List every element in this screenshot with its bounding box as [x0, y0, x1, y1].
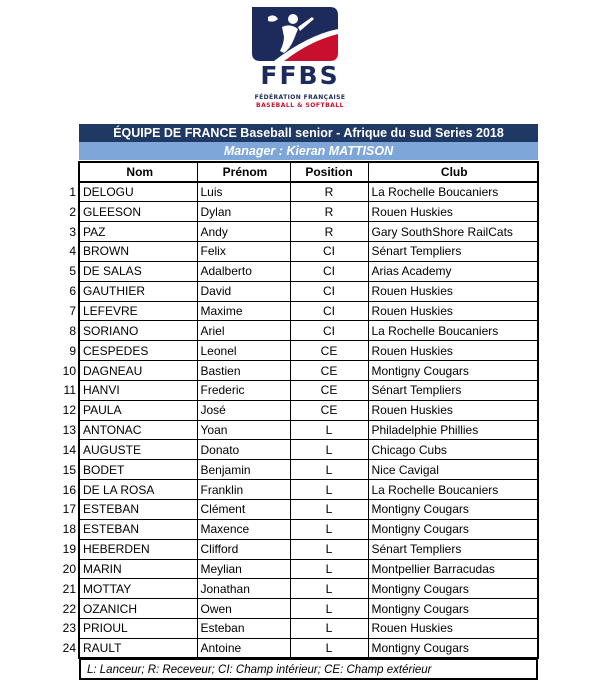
roster-title: ÉQUIPE DE FRANCE Baseball senior - Afrique du sud Series 2018: [79, 124, 538, 142]
player-position: L: [290, 440, 368, 460]
player-number: 16: [62, 482, 76, 497]
player-club: Rouen Huskies: [368, 341, 538, 361]
table-row: [55, 500, 538, 520]
player-position: L: [290, 619, 368, 639]
table-row: [55, 222, 538, 242]
player-last-name: AUGUSTE: [79, 440, 197, 460]
player-last-name: CESPEDES: [79, 341, 197, 361]
header-number: [55, 162, 79, 182]
table-row: [55, 539, 538, 559]
player-club: Rouen Huskies: [368, 301, 538, 321]
player-last-name: PRIOUL: [79, 619, 197, 639]
player-last-name: SORIANO: [79, 321, 197, 341]
player-position: CI: [290, 301, 368, 321]
player-number: 7: [69, 303, 76, 318]
player-first-name: Leonel: [197, 341, 290, 361]
player-number: 20: [62, 561, 76, 576]
player-position: L: [290, 480, 368, 500]
player-first-name: Adalberto: [197, 261, 290, 281]
player-position: L: [290, 420, 368, 440]
player-club: La Rochelle Boucaniers: [368, 321, 538, 341]
player-last-name: BROWN: [79, 242, 197, 262]
player-position: CI: [290, 321, 368, 341]
table-row: [55, 638, 538, 658]
player-club: Montpellier Barracudas: [368, 559, 538, 579]
player-position: L: [290, 559, 368, 579]
player-number: 23: [62, 621, 76, 636]
player-first-name: Ariel: [197, 321, 290, 341]
header-position: Position: [290, 162, 368, 182]
player-first-name: José: [197, 400, 290, 420]
player-club: Montigny Cougars: [368, 361, 538, 381]
player-first-name: Esteban: [197, 619, 290, 639]
player-last-name: DAGNEAU: [79, 361, 197, 381]
player-first-name: Yoan: [197, 420, 290, 440]
table-row: [55, 261, 538, 281]
table-header-row: [55, 162, 538, 182]
player-position: CI: [290, 261, 368, 281]
table-row: [55, 420, 538, 440]
ffbs-emblem-icon: [238, 5, 362, 63]
player-last-name: PAZ: [79, 222, 197, 242]
player-number: 10: [62, 363, 76, 378]
player-first-name: Bastien: [197, 361, 290, 381]
player-last-name: DE LA ROSA: [79, 480, 197, 500]
player-first-name: Maxence: [197, 519, 290, 539]
player-last-name: DE SALAS: [79, 261, 197, 281]
player-number: 15: [62, 462, 76, 477]
table-row: [55, 480, 538, 500]
table-row: [55, 242, 538, 262]
table-row: [55, 460, 538, 480]
player-first-name: Clifford: [197, 539, 290, 559]
player-number: 21: [62, 581, 76, 596]
player-club: Montigny Cougars: [368, 519, 538, 539]
table-row: [55, 182, 538, 202]
player-number: 24: [62, 641, 76, 656]
player-last-name: HANVI: [79, 380, 197, 400]
player-last-name: RAULT: [79, 638, 197, 658]
player-last-name: PAULA: [79, 400, 197, 420]
player-last-name: GLEESON: [79, 202, 197, 222]
logo-wordmark: FFBS: [260, 61, 340, 90]
player-number: 2: [69, 204, 76, 219]
player-position: L: [290, 500, 368, 520]
player-last-name: ESTEBAN: [79, 519, 197, 539]
player-club: Sénart Templiers: [368, 539, 538, 559]
player-last-name: LEFEVRE: [79, 301, 197, 321]
player-number: 4: [69, 244, 76, 259]
player-club: La Rochelle Boucaniers: [368, 480, 538, 500]
player-position: R: [290, 222, 368, 242]
player-position: CI: [290, 281, 368, 301]
player-club: Montigny Cougars: [368, 500, 538, 520]
player-first-name: Clément: [197, 500, 290, 520]
table-row: [55, 380, 538, 400]
player-last-name: MOTTAY: [79, 579, 197, 599]
player-first-name: Meylian: [197, 559, 290, 579]
table-row: [55, 619, 538, 639]
player-number: 1: [69, 184, 76, 199]
player-last-name: GAUTHIER: [79, 281, 197, 301]
player-number: 5: [69, 264, 76, 279]
player-last-name: ANTONAC: [79, 420, 197, 440]
player-position: L: [290, 579, 368, 599]
player-number: 12: [62, 403, 76, 418]
header-nom: Nom: [79, 162, 197, 182]
logo-subtitle-federation: FÉDÉRATION FRANÇAISE: [254, 94, 346, 101]
player-number: 17: [62, 502, 76, 517]
player-first-name: Andy: [197, 222, 290, 242]
player-club: Gary SouthShore RailCats: [368, 222, 538, 242]
player-last-name: ESTEBAN: [79, 500, 197, 520]
player-first-name: Frederic: [197, 380, 290, 400]
player-position: L: [290, 519, 368, 539]
player-number: 11: [63, 383, 76, 398]
table-row: [55, 519, 538, 539]
player-first-name: Antoine: [197, 638, 290, 658]
roster-table: [55, 161, 539, 659]
player-position: L: [290, 460, 368, 480]
player-position: R: [290, 182, 368, 202]
player-club: Sénart Templiers: [368, 380, 538, 400]
player-number: 19: [62, 542, 76, 557]
player-position: CE: [290, 380, 368, 400]
player-club: Montigny Cougars: [368, 599, 538, 619]
player-first-name: David: [197, 281, 290, 301]
table-row: [55, 559, 538, 579]
logo-subtitle-sport: BASEBALL & SOFTBALL: [256, 102, 344, 109]
manager-line: Manager : Kieran MATTISON: [79, 142, 538, 160]
player-club: La Rochelle Boucaniers: [368, 182, 538, 202]
player-number: 13: [62, 423, 76, 438]
table-row: [55, 202, 538, 222]
table-row: [55, 341, 538, 361]
table-row: [55, 301, 538, 321]
player-number: 8: [69, 323, 76, 338]
player-number: 18: [62, 522, 76, 537]
player-club: Montigny Cougars: [368, 579, 538, 599]
player-position: CI: [290, 242, 368, 262]
ffbs-logo: [238, 5, 362, 115]
player-club: Rouen Huskies: [368, 400, 538, 420]
player-position: L: [290, 638, 368, 658]
player-first-name: Maxime: [197, 301, 290, 321]
player-first-name: Donato: [197, 440, 290, 460]
player-number: 9: [69, 343, 76, 358]
player-first-name: Owen: [197, 599, 290, 619]
player-club: Rouen Huskies: [368, 619, 538, 639]
player-last-name: DELOGU: [79, 182, 197, 202]
player-first-name: Dylan: [197, 202, 290, 222]
player-last-name: HEBERDEN: [79, 539, 197, 559]
player-first-name: Franklin: [197, 480, 290, 500]
player-first-name: Felix: [197, 242, 290, 262]
player-club: Montigny Cougars: [368, 638, 538, 658]
player-number: 14: [62, 442, 76, 457]
table-row: [55, 281, 538, 301]
player-number: 22: [62, 601, 76, 616]
table-row: [55, 321, 538, 341]
player-club: Nice Cavigal: [368, 460, 538, 480]
player-position: L: [290, 599, 368, 619]
table-row: [55, 361, 538, 381]
player-club: Chicago Cubs: [368, 440, 538, 460]
header-club: Club: [368, 162, 538, 182]
player-club: Philadelphie Phillies: [368, 420, 538, 440]
player-number: 3: [69, 224, 76, 239]
table-row: [55, 599, 538, 619]
player-last-name: OZANICH: [79, 599, 197, 619]
player-first-name: Benjamin: [197, 460, 290, 480]
player-club: Rouen Huskies: [368, 202, 538, 222]
player-position: CE: [290, 400, 368, 420]
player-club: Rouen Huskies: [368, 281, 538, 301]
player-position: L: [290, 539, 368, 559]
player-position: R: [290, 202, 368, 222]
table-row: [55, 579, 538, 599]
player-position: CE: [290, 341, 368, 361]
player-club: Arias Academy: [368, 261, 538, 281]
player-position: CE: [290, 361, 368, 381]
position-legend: L: Lanceur; R: Receveur; CI: Champ intérieur; CE: Champ extérieur: [79, 659, 538, 680]
player-first-name: Luis: [197, 182, 290, 202]
table-row: [55, 440, 538, 460]
player-first-name: Jonathan: [197, 579, 290, 599]
player-last-name: BODET: [79, 460, 197, 480]
player-number: 6: [69, 284, 76, 299]
player-last-name: MARIN: [79, 559, 197, 579]
header-prenom: Prénom: [197, 162, 290, 182]
table-row: [55, 400, 538, 420]
player-club: Sénart Templiers: [368, 242, 538, 262]
